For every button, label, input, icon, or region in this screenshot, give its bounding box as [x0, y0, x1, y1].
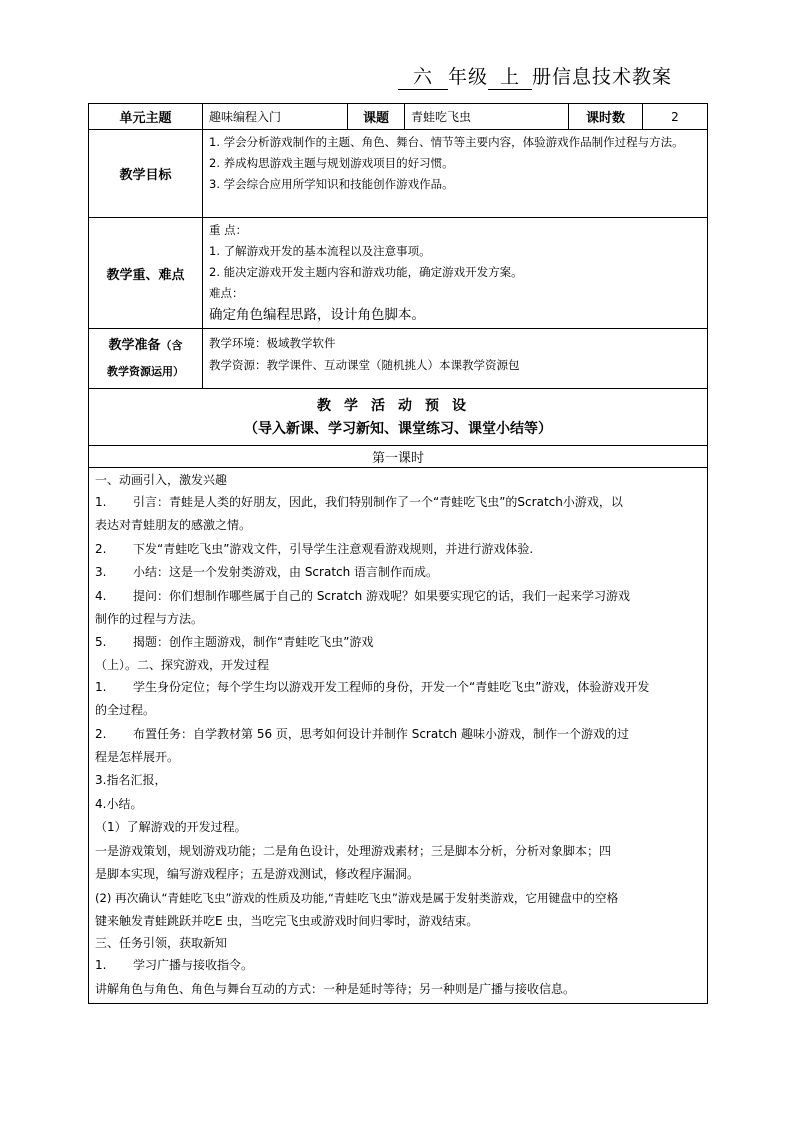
- grade-blank: 六: [398, 62, 448, 90]
- section-heading: 一、动画引入，激发兴趣: [95, 473, 228, 487]
- prep-label-sub: 教学资源运用）: [107, 364, 184, 378]
- paragraph-cont: 键来触发青蛙跳跃并吃E 虫，当吃完飞虫或游戏时间归零时，游戏结束。: [95, 913, 479, 928]
- paragraph: 讲解角色与角色、角色与舞台互动的方式：一种是延时等待；另一种则是广播与接收信息。: [95, 981, 576, 996]
- hours-label: 课时数: [569, 104, 643, 130]
- activity-header-row: [89, 389, 708, 446]
- paragraph: (2) 再次确认“青蛙吃飞虫”游戏的性质及功能,“青蛙吃飞虫”游戏是属于发射类游戏，它用键盘中的空格: [95, 890, 619, 905]
- grade-word: 年级: [448, 66, 489, 88]
- step-item-cont: 制作的过程与方法。: [95, 612, 204, 627]
- key-points-title: 重 点：: [209, 223, 248, 237]
- focus-row: [89, 218, 708, 329]
- step-item-cont: 程是怎样展开。: [95, 750, 180, 765]
- activity-subtitle: （导入新课、学习新知、课堂练习、课堂小结等）: [244, 421, 552, 437]
- focus-content: [203, 218, 708, 329]
- lesson-plan-table: [88, 103, 708, 1004]
- goals-content: [203, 130, 708, 218]
- step-item-cont: 的全过程。: [95, 703, 156, 718]
- prep-label-paren: （含: [160, 338, 183, 352]
- prep-item: 教学资源：教学课件、互动课堂（随机挑人）本课教学资源包: [209, 358, 520, 372]
- goals-row: [89, 130, 708, 218]
- hours-value: 2: [643, 104, 708, 130]
- lesson-label: 课题: [348, 104, 405, 130]
- paragraph-cont: 是脚本实现，编写游戏程序；五是游戏测试，修改程序漏洞。: [95, 867, 420, 882]
- prep-content: [203, 329, 708, 389]
- step-item: 2. 下发“青蛙吃飞虫”游戏文件，引导学生注意观看游戏规则，并进行游戏体验.: [95, 541, 534, 556]
- difficulty-title: 难点：: [209, 286, 244, 300]
- sub-heading: （1）了解游戏的开发过程。: [95, 820, 247, 835]
- key-point-item: 1. 了解游戏开发的基本流程以及注意事项。: [209, 244, 431, 258]
- step-item: 4.小结。: [95, 796, 143, 811]
- goal-item: 3. 学会综合应用所学知识和技能创作游戏作品。: [209, 177, 454, 191]
- goals-label: 教学目标: [89, 130, 203, 218]
- step-item: 2. 布置任务：自学教材第 56 页，思考如何设计并制作 Scratch 趣味小游戏，制作一个游戏的过: [95, 726, 629, 741]
- key-point-item: 2. 能决定游戏开发主题内容和游戏功能，确定游戏开发方案。: [209, 265, 523, 279]
- session-row: [89, 446, 708, 468]
- unit-label: 单元主题: [89, 104, 203, 130]
- document-title: [398, 62, 672, 90]
- focus-label: 教学重、难点: [89, 218, 203, 329]
- step-item: 4. 提问：你们想制作哪些属于自己的 Scratch 游戏呢？如果要实现它的话，我们一起来学习游戏: [95, 588, 631, 603]
- step-item: 5. 揭题：创作主题游戏，制作“青蛙吃飞虫”游戏: [95, 635, 374, 650]
- step-item: 3.指名汇报，: [95, 773, 167, 788]
- step-item: 1. 学生身份定位；每个学生均以游戏开发工程师的身份，开发一个“青蛙吃飞虫”游戏，体验游戏开发: [95, 679, 650, 694]
- difficulty-item: 确定角色编程思路，设计角色脚本。: [209, 307, 425, 323]
- section-heading: 三、任务引领，获取新知: [95, 936, 228, 951]
- section-heading: （上）。二、探究游戏，开发过程: [95, 657, 270, 672]
- step-item-cont: 表达对青蛙朋友的感激之情。: [95, 518, 252, 533]
- term-blank: 上: [488, 62, 532, 90]
- lesson-content: [89, 468, 708, 1004]
- step-item: 1. 引言：青蛙是人类的好朋友，因此，我们特别制作了一个“青蛙吃飞虫”的Scratch小游戏，以: [95, 495, 623, 509]
- activity-title: 教学活动预设: [317, 398, 479, 414]
- goal-item: 1. 学会分析游戏制作的主题、角色、舞台、情节等主要内容，体验游戏作品制作过程与方法。: [209, 135, 684, 149]
- step-item: 3. 小结：这是一个发射类游戏，由 Scratch 语言制作而成。: [95, 565, 439, 580]
- paragraph: 一是游戏策划，规划游戏功能；二是角色设计，处理游戏素材；三是脚本分析，分析对象脚本；四: [95, 843, 612, 858]
- prep-label-main: 教学准备: [108, 337, 161, 353]
- activity-header: [89, 389, 708, 446]
- lesson-value: 青蛙吃飞虫: [405, 104, 569, 130]
- step-item: 1. 学习广播与接收指令。: [95, 958, 254, 973]
- goal-item: 2. 养成构思游戏主题与规划游戏项目的好习惯。: [209, 156, 454, 170]
- prep-row: [89, 329, 708, 389]
- info-row: [89, 104, 708, 130]
- content-row: [89, 468, 708, 1004]
- session-label: 第一课时: [89, 446, 708, 468]
- prep-item: 教学环境：极域教学软件: [209, 336, 336, 350]
- unit-value: 趣味编程入门: [203, 104, 348, 130]
- title-rest: 册信息技术教案: [532, 66, 673, 88]
- prep-label: [89, 329, 203, 389]
